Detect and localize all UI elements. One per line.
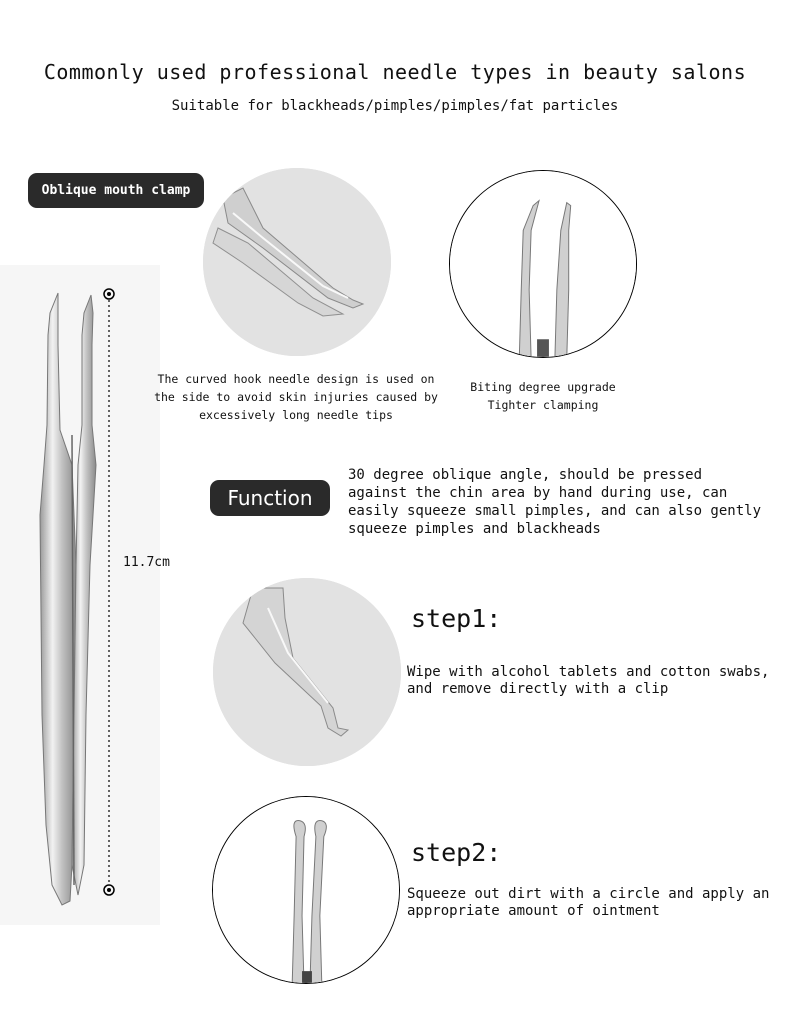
tweezer-icon (0, 265, 160, 925)
hook-tip-photo (203, 168, 391, 356)
curved-hook-tip-icon (203, 168, 391, 356)
hook-tip-closeup-icon (213, 578, 401, 766)
step2-photo (212, 796, 400, 984)
step1-title: step1: (411, 604, 502, 633)
biting-caption-line1: Biting degree upgrade (470, 380, 616, 394)
hook-caption: The curved hook needle design is used on the side to avoid skin injuries caused by excessively long needle tips (154, 372, 438, 422)
step2-text: Squeeze out dirt with a circle and apply an appropriate amount of ointment (407, 886, 770, 919)
biting-caption-line2: Tighter clamping (487, 398, 599, 412)
step1-text: Wipe with alcohol tablets and cotton swabs, and remove directly with a clip (407, 664, 770, 697)
biting-tips-photo (449, 170, 637, 358)
function-badge: Function (210, 480, 330, 516)
oblique-mouth-clamp-badge: Oblique mouth clamp (28, 173, 204, 208)
page-subtitle: Suitable for blackheads/pimples/pimples/fat particles (171, 98, 619, 114)
length-label: 11.7cm (123, 555, 170, 570)
tweezer-tips-icon (450, 171, 636, 357)
step2-title: step2: (411, 838, 502, 867)
biting-caption (445, 378, 641, 414)
tweezer-full-image (0, 265, 160, 925)
function-description: 30 degree oblique angle, should be pressed against the chin area by hand during use, can easily squeeze small pimples, and can also gently squeeze pimples and blackheads (348, 467, 762, 537)
step1-photo (213, 578, 401, 766)
length-dimension-line (98, 282, 122, 902)
page-title: Commonly used professional needle types in beauty salons (43, 60, 747, 84)
loop-tips-icon (213, 797, 399, 983)
